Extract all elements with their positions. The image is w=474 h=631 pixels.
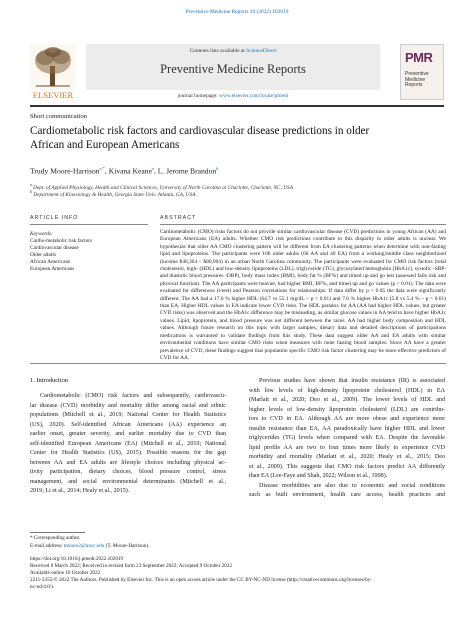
text-line: (US), 2020). Self-identified African Americans (AA) experience an <box>30 421 226 428</box>
journal-homepage: journal homepage: www.elsevier.com/locate/pmedr <box>177 93 289 99</box>
online-date: Available online 10 October 2022 <box>30 570 101 576</box>
text-line: populations (Mitchell et al., 2019; National Center for Health Statistics <box>30 412 226 418</box>
author-sup[interactable]: b <box>216 166 219 171</box>
text-line: 2019; Li et al., 2014; Healy et al., 2015). <box>30 488 130 494</box>
affiliation: $^a$ Dept. of Applied Physiology, Health and Clinical Sciences, University of North Carolina at Charlotte, Charlotte, NC, USA <box>30 182 293 191</box>
intro-right-column <box>249 377 445 501</box>
keyword: Cardio-metabolic risk factors <box>30 238 93 244</box>
author-name[interactable]: Kivana Keane <box>108 166 152 176</box>
sciencedirect-link[interactable]: ScienceDirect <box>246 48 277 54</box>
author-name[interactable]: L. Jerome Brandon <box>157 166 217 176</box>
contents-line: Contents lists available at ScienceDirect <box>189 48 277 54</box>
author-email-link[interactable]: tmoore2@uncc.edu <box>63 543 105 549</box>
affiliation: $^b$ Department of Kinesiology & Health, Georgia State Univ. Atlanta, GA, USA <box>30 189 196 198</box>
text-line: between AA and EA adults are lifestyle choices including physical ac- <box>30 459 226 466</box>
keyword: European Americans <box>30 266 75 272</box>
author-name[interactable]: Trudy Moore-Harrison <box>30 166 100 176</box>
text-line: management, and social environmental determinants (Mitchell et al., <box>30 478 226 485</box>
article-info-heading: ARTICLE INFO <box>30 215 79 221</box>
text-line: morbidity and mortality (Marlatt et al., 2020; Healy et al., 2015; Deo <box>249 454 445 460</box>
elsevier-tree-icon <box>30 44 76 100</box>
journal-homepage-link[interactable]: www.elsevier.com/locate/pmedr <box>219 93 289 99</box>
text-line: tivity participation, dietary choices, blood pressure control, stress <box>30 469 226 475</box>
journal-masthead <box>30 44 444 102</box>
intro-left-column <box>30 392 226 497</box>
footnote-rule <box>30 532 85 533</box>
keyword: African Americans <box>30 259 71 265</box>
cover-mark: PMR <box>405 50 433 65</box>
text-line: (Marlatt et al., 2020; Deo et al., 2009). The lower levels of HDL and <box>249 397 445 403</box>
journal-banner <box>86 44 380 90</box>
dates-line: Received 8 March 2022; Received in revised form 23 September 2022; Accepted 9 October 2022 <box>30 563 232 569</box>
text-line: than EA (Lee-Faye and Shah, 2022; Wilson et al., 1998). <box>249 473 388 479</box>
text-line: tors to CVD in EA. Although AA are more obese and experience more <box>249 416 445 422</box>
article-type: Short communication <box>30 113 87 120</box>
text-line: such as built environment, health care access, health practices and <box>249 492 445 498</box>
elsevier-logo[interactable] <box>30 44 76 100</box>
text-line: higher levels of low-density lipoprotein cholesterol (LDL) are contribu- <box>249 406 445 413</box>
intro-heading: 1. Introduction <box>30 377 68 384</box>
abstract-body: Cardiometabolic (CMO) risks factors do not provide similar cardiovascular disease (CVD) predictions in young African (AA) and European Americans (EA) adults. Whether CMO risk predictions contribute to this disparity in older adults is unclear. We hypothesize that older AA CMO clustering pattern will be different from EA clustering patterns when determine with non-fasting lipid and lipoproteins. The participants were 106 older adults (66 AA and 40 EA) from a working/middle class neighborhood (income $46,364 – $80,904) in an urban North Carolina community. The participants were evaluated for CMO risk factors (total cholesterol, high- (HDL) and low-density lipoproteins (LDL), triglyceride (TG), glycosylated hemoglobin (HbA1c), systolic -SBP- and diastolic blood pressures -DBP), body mass index (BMI), body fat % (BF%) and timed up and go test (assessed falls risk and physical function). The AA participants were heavier, had higher BMI, BF%, and timed up and go values (p < 0.01). The data were evaluated for differences (t-test) and Pearson correlations for relationships. If data differ by p < 0.05 the data were significantly different. The AA had a 17.6 % higher HDL (64.7 vs 55.1 mg/dL – p < 0.01) and 7.6 % higher HbA1c (5.8 vs 5.4 % – p < 0.01) than EA. Higher HDL values in EA indicate lower CVD risks. The HDL paradox for AA (AA had higher HDL values, but greater CVD risks) was observed and the HbA1c difference may be misleading, as similar glucose values in AA tend to have higher HbA1c values. Lipid, lipoprotein, and blood pressure was not different between the races. AA had higher body composition and HDL values. Although future research on this topic with larger samples, dietary data and detailed descriptions of participations medications is warranted to validate findings from this study. These data suggest older AA and EA adults with similar environmental conditions have similar CMO risks when measures with none fasting blood samples. Since AA have a greater prevalence of CVD, these findings suggest that population specific CMO risk factor clustering may be more effective predictors of CVD for AA. <box>160 229 446 361</box>
text-line: lipid profile AA are two to four times more likely to experience CVD <box>249 444 445 451</box>
text-line: earlier onset, greater severity, and earlier mortality due to CVD than <box>30 431 226 437</box>
abstract-end-rule <box>30 363 446 364</box>
author-sup[interactable]: a <box>151 166 154 171</box>
cover-title: Preventive Medicine Reports <box>405 71 429 88</box>
text-line: Previous studies have shown that insulin resistance (IR) is associated <box>259 378 445 384</box>
email-note: E-mail address: tmoore2@uncc.edu (T. Moore-Harrison). <box>30 543 150 549</box>
doi-link[interactable]: https://doi.org/10.1016/j.pmedr.2022.102019 <box>30 556 124 562</box>
text-line: triglycerides (TG) levels when compared with EA. Despite the favorable <box>249 435 445 441</box>
text-line: insulin resistance than EA, AA paradoxically have higher HDL and lower <box>249 425 445 432</box>
text-line: Center for Health Statistics (US), 2015). Possible reasons for the gap <box>30 450 226 456</box>
text-line: Disease morbidities are also due to economic and social conditions <box>259 482 445 489</box>
text-line: lar disease (CVD) morbidity and mortality differ among racial and ethnic <box>30 402 226 409</box>
article-title: Cardiometabolic risk factors and cardiovascular disease predictions in older African and European Americans <box>30 125 370 151</box>
text-line: self-identified European Americans (EA) (Mitchell et al., 2019; National <box>30 440 226 447</box>
text-line: Cardiometabolic (CMO) risk factors and subsequently, cardiovascu- <box>40 393 226 399</box>
journal-cover-thumbnail[interactable] <box>400 44 444 100</box>
running-head[interactable]: Preventive Medicine Reports 30 (2022) 102019 <box>185 9 289 15</box>
keyword: Older adults <box>30 252 57 258</box>
text-line: et al., 2009). This suggests that CMO risk factors predict AA differently <box>249 463 445 470</box>
keywords-heading: Keywords: <box>30 231 53 237</box>
article-info-rule <box>30 224 148 225</box>
abstract-rule <box>160 224 446 225</box>
author-list: Trudy Moore-Harrison$^{a,*}$, Kivana Keane$^a$, L. Jerome Brandon$^b$ <box>30 166 219 176</box>
journal-title[interactable]: Preventive Medicine Reports <box>160 62 306 76</box>
keyword: Cardiovascular disease <box>30 245 79 251</box>
abstract-heading: ABSTRACT <box>160 215 197 221</box>
corresponding-note: * Corresponding author. <box>30 535 81 541</box>
license-line[interactable]: 2211-3355/© 2022 The Authors. Published by Elsevier Inc. This is an open access article under the CC BY-NC-ND license (http://creativecommons.org/licenses/by- <box>30 577 373 583</box>
license-line-cont[interactable]: nc-nd/4.0/). <box>30 584 55 590</box>
author-sup[interactable]: a,* <box>99 166 105 171</box>
elsevier-wordmark: ELSEVIER <box>32 90 74 100</box>
header-rule <box>30 105 444 107</box>
text-line: with low levels of high-density lipoprotein cholesterol (HDL) in EA <box>249 387 445 394</box>
